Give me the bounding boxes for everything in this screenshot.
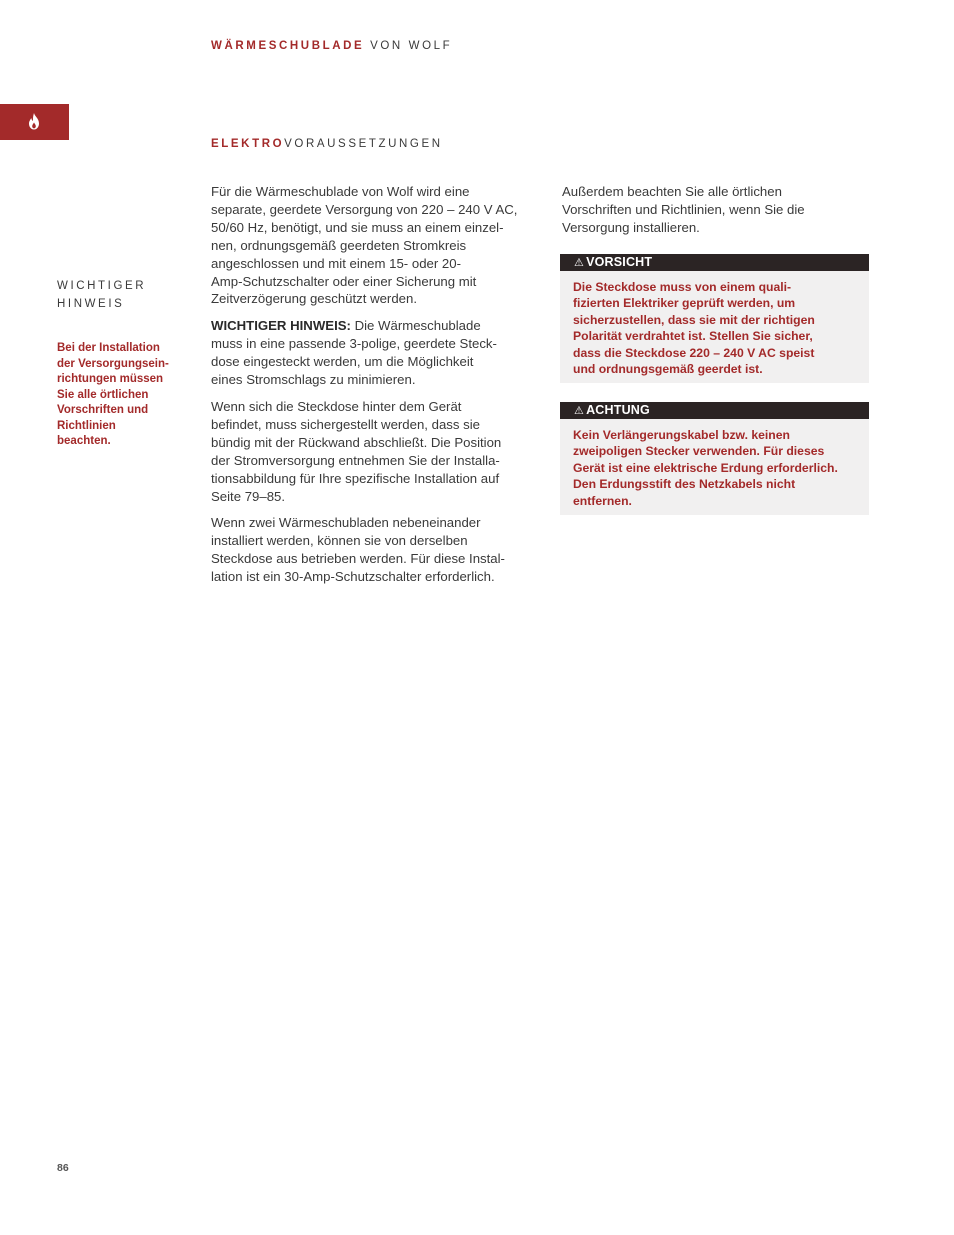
warning-header (560, 402, 869, 419)
warning-triangle-icon: ⚠ (574, 405, 585, 417)
text-line: befindet, muss sichergestellt werden, dass sie (211, 416, 481, 432)
text-line: Für die Wärmeschublade von Wolf wird eine (211, 184, 470, 199)
text-line: Die Steckdose muss von einem quali- (573, 280, 792, 294)
text-line: tionsabbildung für Ihre spezifische Installation auf (211, 470, 500, 486)
caution-label: VORSICHT (586, 255, 653, 269)
text-line: der Stromversorgung entnehmen Sie der Installa- (211, 452, 500, 468)
main-column-right (562, 183, 862, 237)
warning-box (560, 402, 869, 515)
paragraph-supply (211, 183, 533, 308)
text-line: Den Erdungsstift des Netzkabels nicht (573, 477, 796, 492)
flame-icon (28, 113, 40, 130)
text-line: separate, geerdete Versorgung von 220 – 240 V AC, (211, 201, 518, 217)
header-brand: WÄRMESCHUBLADE (211, 40, 365, 52)
sidebar-note-line: richtungen müssen (57, 373, 164, 385)
paragraph-outlet-position (211, 398, 533, 505)
text-line: Amp-Schutzschalter oder einer Sicherung mit (211, 273, 477, 289)
text-line: Wenn sich die Steckdose hinter dem Gerät (211, 398, 462, 414)
section-title-rest: VORAUSSETZUNGEN (284, 138, 443, 150)
paragraph-two-drawers (211, 514, 533, 586)
text-line: Kein Verlängerungskabel bzw. keinen (573, 428, 790, 442)
header-rest: VON WOLF (364, 40, 453, 52)
text-line: angeschlossen und mit einem 15- oder 20- (211, 255, 461, 271)
section-title (211, 138, 443, 150)
sidebar-heading-line: WICHTIGER (57, 280, 147, 292)
text-line: lation ist ein 30-Amp-Schutzschalter erforderlich. (211, 569, 495, 585)
text-line: dass die Steckdose 220 – 240 V AC speist (573, 345, 815, 360)
main-column-left (211, 183, 533, 595)
important-note-label: WICHTIGER HINWEIS: (211, 318, 351, 334)
text-line: zweipoligen Stecker verwenden. Für dieses (573, 444, 825, 459)
text-line: Steckdose aus betrieben werden. Für diese Instal- (211, 551, 505, 567)
text-line: Seite 79–85. (211, 488, 286, 504)
caution-text (560, 271, 869, 383)
sidebar-heading-line: HINWEIS (57, 298, 125, 310)
text-line: Gerät ist eine elektrische Erdung erforderlich. (573, 460, 838, 475)
caution-header (560, 254, 869, 271)
text-line: Zeitverzögerung geschützt werden. (211, 291, 417, 307)
sidebar-note-line: Sie alle örtlichen (57, 388, 149, 401)
section-tab (0, 104, 69, 140)
sidebar-note (57, 341, 187, 450)
text-line: Polarität verdrahtet ist. Stellen Sie sicher, (573, 329, 813, 344)
text-line: installiert werden, können sie von derselben (211, 533, 468, 549)
paragraph-local-codes (562, 183, 862, 237)
text-line: nen, ordnungsgemäß geerdeten Stromkreis (211, 237, 467, 253)
caution-box (560, 254, 869, 383)
page-number: 86 (57, 1162, 69, 1174)
text-line: sicherzustellen, dass sie mit der richtigen (573, 312, 815, 327)
paragraph-important-note (211, 317, 533, 389)
text-line: und ordnungsgemäß geerdet ist. (573, 362, 763, 377)
text-line: fizierten Elektriker geprüft werden, um (573, 296, 796, 311)
section-title-accent: ELEKTRO (211, 138, 285, 150)
text-line: 50/60 Hz, benötigt, und sie muss an einem einzel- (211, 219, 504, 235)
sidebar-note-line: der Versorgungsein- (57, 357, 169, 370)
sidebar-note-line: Richtlinien (57, 419, 116, 432)
sidebar-heading (57, 277, 197, 313)
text-line: Vorschriften und Richtlinien, wenn Sie die (562, 201, 805, 217)
running-header (211, 40, 452, 52)
text-line: dose eingesteckt werden, um die Möglichkeit (211, 354, 474, 370)
warning-text (560, 419, 869, 515)
text-line: Versorgung installieren. (562, 219, 700, 235)
text-line: muss in eine passende 3-polige, geerdete Steck- (211, 336, 497, 352)
text-line: bündig mit der Rückwand abschließt. Die Position (211, 434, 502, 450)
text-line: entfernen. (573, 493, 632, 508)
warning-label: ACHTUNG (586, 403, 650, 417)
sidebar-note-line: Bei der Installation (57, 342, 160, 354)
sidebar-note-line: beachten. (57, 435, 111, 447)
warning-triangle-icon: ⚠ (574, 257, 585, 269)
text-line: Die Wärmeschublade (350, 318, 481, 334)
sidebar-note-line: Vorschriften und (57, 404, 149, 416)
text-line: Außerdem beachten Sie alle örtlichen (562, 184, 782, 199)
text-line: eines Stromschlags zu minimieren. (211, 372, 416, 388)
text-line: Wenn zwei Wärmeschubladen nebeneinander (211, 515, 481, 531)
